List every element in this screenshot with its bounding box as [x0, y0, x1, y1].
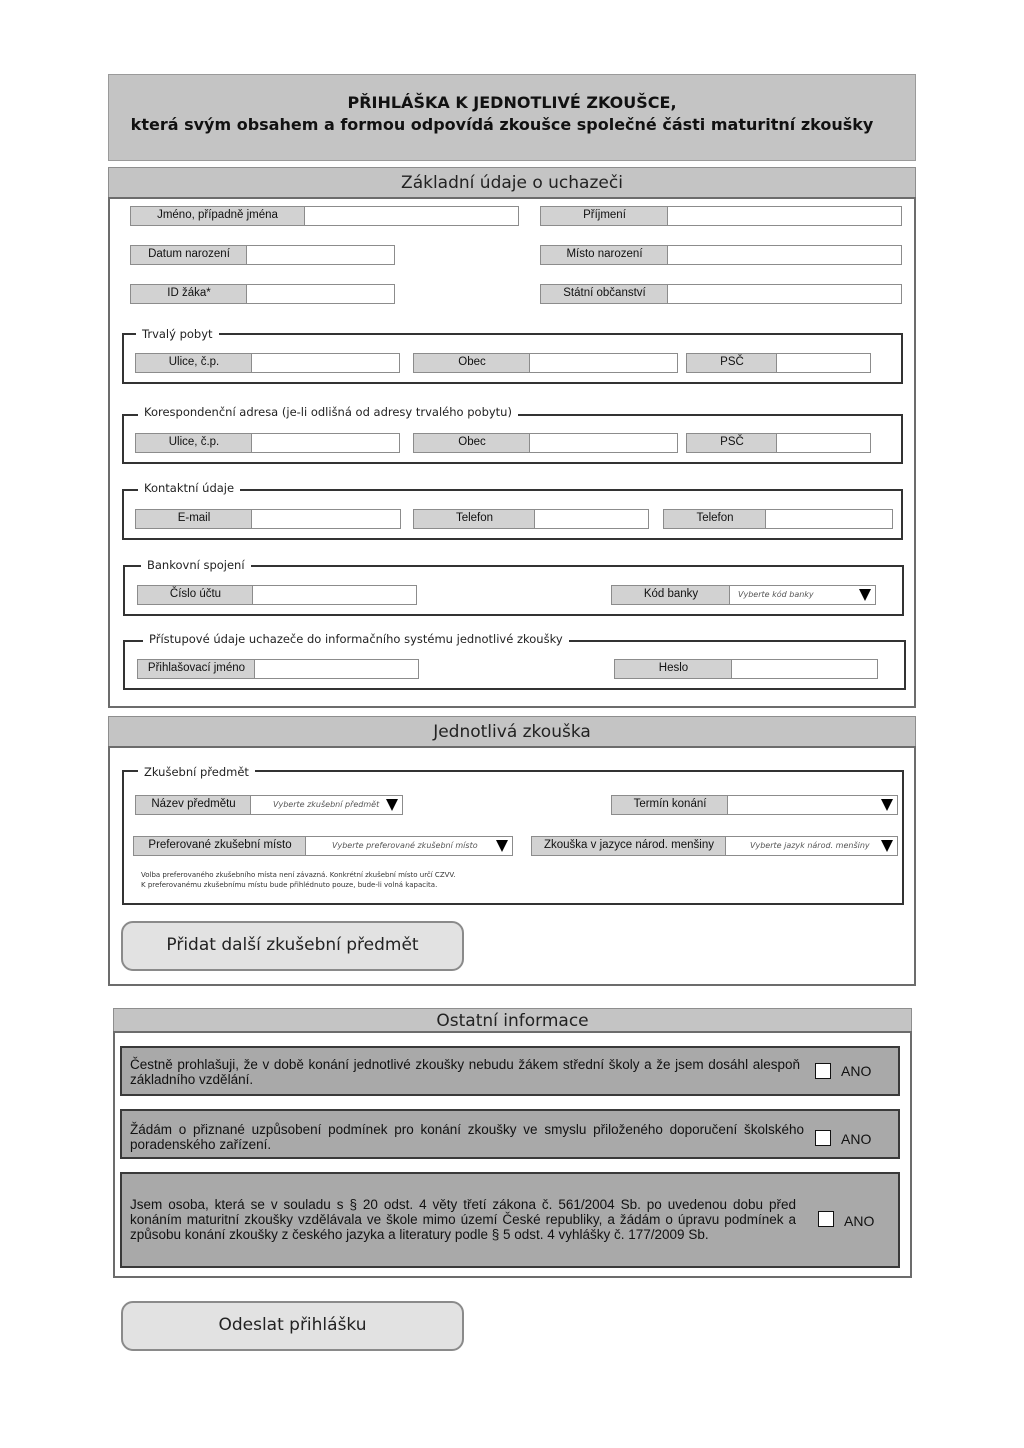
- dropdown-arrow-icon: [386, 799, 398, 811]
- bank-code-select[interactable]: [729, 585, 876, 605]
- exam-section-header: Jednotlivá zkouška: [108, 716, 916, 747]
- permanent-zip-input[interactable]: [776, 353, 871, 373]
- preferred-place-placeholder: Vyberte preferované zkušební místo: [332, 841, 478, 850]
- permanent-street-input[interactable]: [251, 353, 400, 373]
- correspondence-zip-label: PSČ: [686, 433, 778, 453]
- student-id-label: ID žáka*: [130, 284, 248, 304]
- subject-placeholder: Vyberte zkušební předmět: [273, 800, 380, 809]
- access-legend: Přístupové údaje uchazeče do informačního systému jednotlivé zkoušky: [143, 632, 569, 646]
- subject-select[interactable]: [250, 795, 403, 815]
- note-line-1: Volba preferovaného zkušebního místa není závazná. Konkrétní zkušební místo určí CZVV.: [141, 871, 456, 879]
- email-input[interactable]: [251, 509, 401, 529]
- declaration-checkbox-1[interactable]: [815, 1063, 831, 1079]
- permanent-zip-label: PSČ: [686, 353, 778, 373]
- subject-legend: Zkušební předmět: [138, 765, 255, 779]
- exam-date-select[interactable]: [727, 795, 898, 815]
- subject-name-label: Název předmětu: [135, 795, 252, 815]
- declaration-row-1: [120, 1046, 900, 1096]
- first-name-label: Jméno, případně jména: [130, 206, 305, 226]
- minority-language-select[interactable]: [725, 836, 898, 856]
- minority-language-label: Zkouška v jazyce národ. menšiny: [531, 836, 727, 856]
- birth-date-label: Datum narození: [130, 245, 248, 265]
- correspondence-street-label: Ulice, č.p.: [135, 433, 253, 453]
- preferred-place-select[interactable]: [305, 836, 513, 856]
- birth-date-input[interactable]: [246, 245, 395, 265]
- minority-language-placeholder: Vyberte jazyk národ. menšiny: [750, 841, 870, 850]
- declaration-yes-label-3: ANO: [844, 1213, 875, 1229]
- declaration-text-3: Jsem osoba, která se v souladu s § 20 odst. 4 věty třetí zákona č. 561/2004 Sb. po uvedenou dobu před konáním maturitní zkoušky vzdělávala ve škole mimo území České republiky, a žádám o úpravu podmínek a způsobu konání zkoušky z českého jazyka a literatury podle § 5 odst. 4 vyhlášky č. 177/2009 Sb.: [130, 1197, 796, 1242]
- declaration-text-2: Žádám o přiznané uzpůsobení podmínek pro konání zkoušky ve smyslu přiloženého doporučení školského poradenského zařízení.: [130, 1122, 804, 1152]
- dropdown-arrow-icon: [881, 799, 893, 811]
- add-subject-button[interactable]: Přidat další zkušební předmět: [121, 921, 464, 971]
- form-title: [108, 74, 916, 161]
- phone1-label: Telefon: [413, 509, 536, 529]
- password-input[interactable]: [731, 659, 878, 679]
- citizenship-input[interactable]: [667, 284, 902, 304]
- permanent-address-legend: Trvalý pobyt: [136, 327, 219, 341]
- basic-section-header: Základní údaje o uchazeči: [108, 167, 916, 198]
- preferred-place-note: [141, 870, 541, 890]
- first-name-input[interactable]: [304, 206, 519, 226]
- email-label: E-mail: [135, 509, 253, 529]
- birth-place-input[interactable]: [667, 245, 902, 265]
- correspondence-city-label: Obec: [413, 433, 531, 453]
- declaration-yes-label-2: ANO: [841, 1131, 872, 1147]
- declaration-checkbox-2[interactable]: [815, 1130, 831, 1146]
- account-number-label: Číslo účtu: [137, 585, 254, 605]
- password-label: Heslo: [614, 659, 733, 679]
- declaration-row-2: [120, 1109, 900, 1159]
- preferred-place-label: Preferované zkušební místo: [133, 836, 307, 856]
- bank-legend: Bankovní spojení: [141, 558, 251, 572]
- phone2-label: Telefon: [663, 509, 767, 529]
- login-label: Přihlašovací jméno: [137, 659, 256, 679]
- birth-place-label: Místo narození: [540, 245, 669, 265]
- correspondence-zip-input[interactable]: [776, 433, 871, 453]
- note-line-2: K preferovanému zkušebnímu místu bude přihlédnuto pouze, bude-li volná kapacita.: [141, 881, 438, 889]
- surname-input[interactable]: [667, 206, 902, 226]
- permanent-city-label: Obec: [413, 353, 531, 373]
- form-title-line2: která svým obsahem a formou odpovídá zkoušce společné části maturitní zkoušky: [130, 115, 874, 134]
- declaration-yes-label-1: ANO: [841, 1063, 872, 1079]
- declaration-row-3: [120, 1172, 900, 1268]
- contact-legend: Kontaktní údaje: [138, 481, 240, 495]
- phone2-input[interactable]: [765, 509, 893, 529]
- dropdown-arrow-icon: [859, 589, 871, 601]
- dropdown-arrow-icon: [496, 840, 508, 852]
- correspondence-street-input[interactable]: [251, 433, 400, 453]
- citizenship-label: Státní občanství: [540, 284, 669, 304]
- phone1-input[interactable]: [534, 509, 649, 529]
- bank-code-label: Kód banky: [611, 585, 731, 605]
- submit-application-button[interactable]: Odeslat přihlášku: [121, 1301, 464, 1351]
- surname-label: Příjmení: [540, 206, 669, 226]
- correspondence-address-legend: Korespondenční adresa (je-li odlišná od adresy trvalého pobytu): [138, 405, 518, 419]
- other-section-header: Ostatní informace: [113, 1008, 912, 1032]
- form-title-line1: PŘIHLÁŠKA K JEDNOTLIVÉ ZKOUŠCE,: [347, 93, 677, 112]
- declaration-text-1: Čestně prohlašuji, že v době konání jednotlivé zkoušky nebudu žákem střední školy a že jsem dosáhl alespoň základního vzdělání.: [130, 1057, 800, 1087]
- permanent-street-label: Ulice, č.p.: [135, 353, 253, 373]
- permanent-city-input[interactable]: [529, 353, 678, 373]
- login-input[interactable]: [254, 659, 419, 679]
- dropdown-arrow-icon: [881, 840, 893, 852]
- correspondence-city-input[interactable]: [529, 433, 678, 453]
- declaration-checkbox-3[interactable]: [818, 1211, 834, 1227]
- account-number-input[interactable]: [252, 585, 417, 605]
- exam-date-label: Termín konání: [611, 795, 729, 815]
- bank-code-placeholder: Vyberte kód banky: [738, 590, 814, 599]
- student-id-input[interactable]: [246, 284, 395, 304]
